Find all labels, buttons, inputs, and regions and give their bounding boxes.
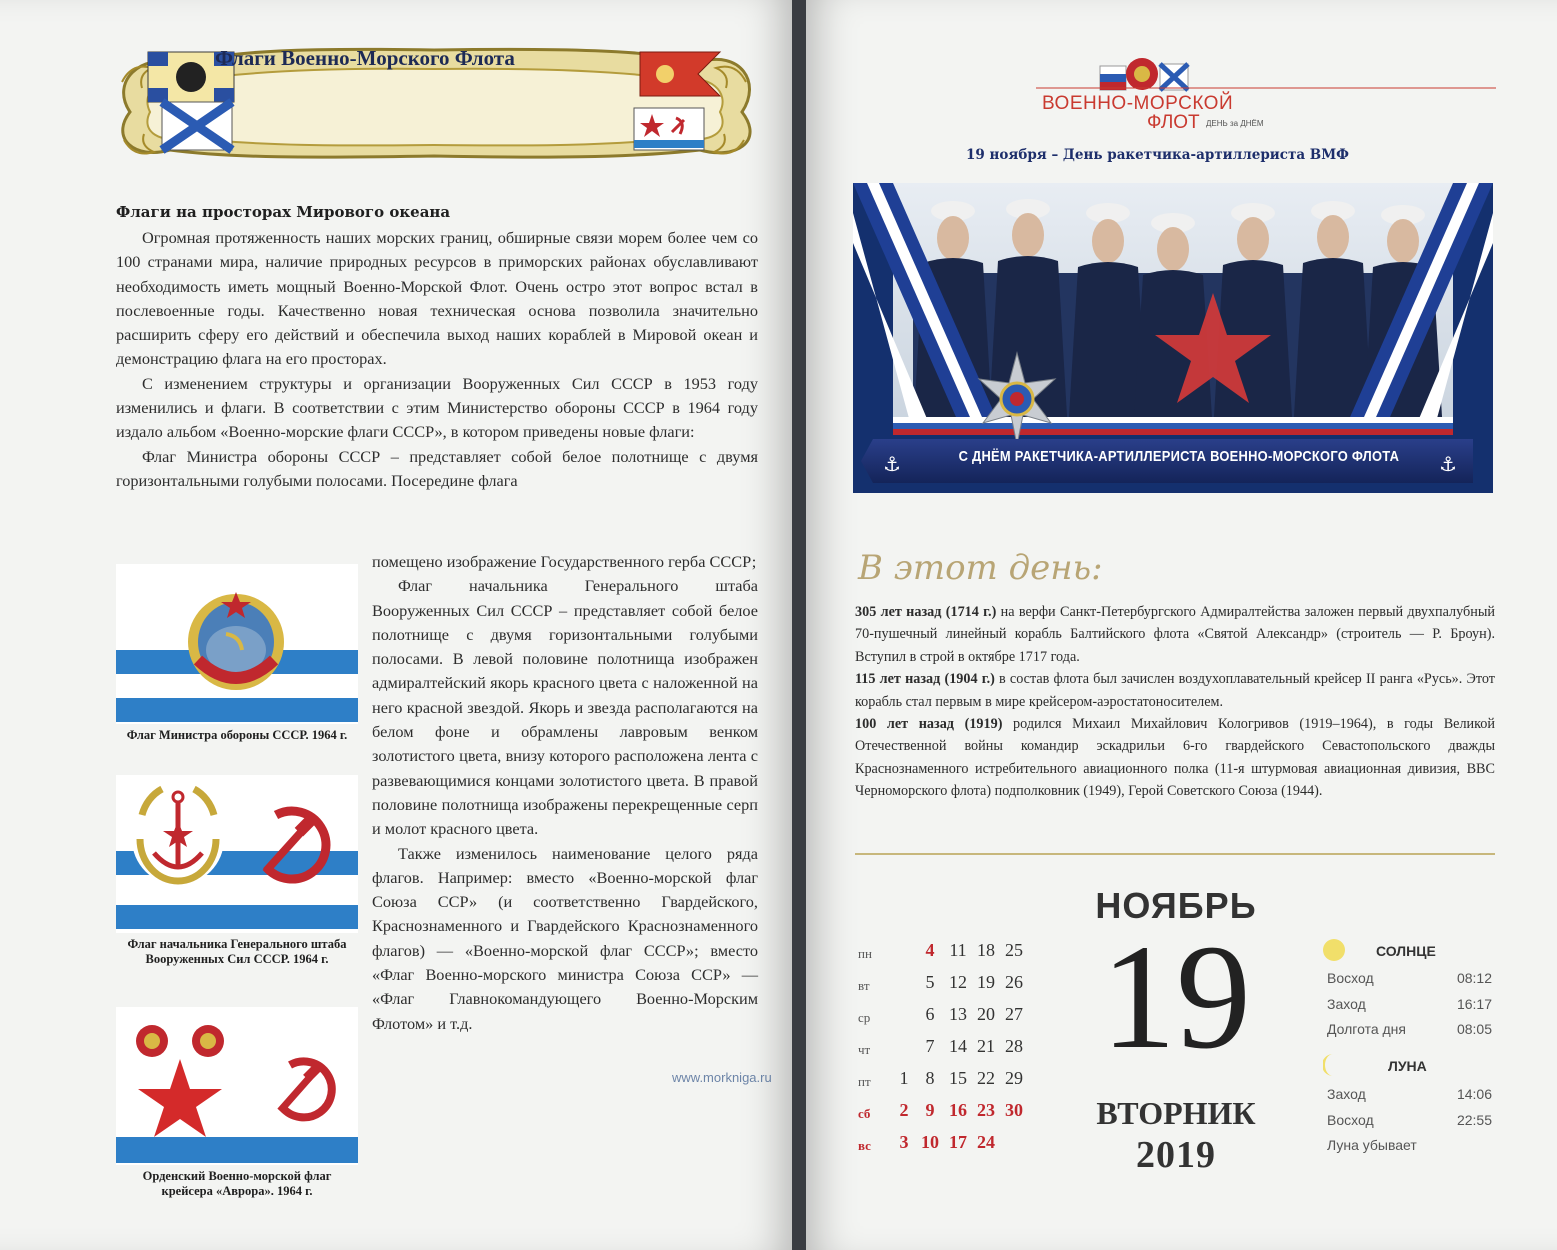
event-item [855, 601, 1495, 668]
flag-caption: Флаг Министра обороны СССР. 1964 г. [126, 728, 348, 742]
paragraph: Флаг Министра обороны СССР – представляет собой белое полотнище с двумя горизонтальными голубыми полосами. Посередине флага [116, 446, 758, 490]
poster-caption: С ДНЁМ РАКЕТЧИКА-АРТИЛЛЕРИСТА ВОЕННО-МОРСКОГО ФЛОТА [958, 448, 1400, 465]
calendar-day: 27 [1005, 1004, 1023, 1024]
flag-caption: Флаг начальника Генерального штаба Вооруженных Сил СССР. 1964 г. [127, 937, 347, 966]
calendar-day: 11 [949, 940, 967, 960]
event-lead: 115 лет назад (1904 г.) [855, 671, 995, 688]
flag-aurora-image [116, 1007, 358, 1165]
weekday-name: ВТОРНИК [1096, 1095, 1256, 1131]
calendar-weekday: чт [858, 1042, 871, 1057]
order-badge-icon [192, 1025, 224, 1057]
calendar-day: 21 [977, 1036, 995, 1056]
logo-title-line2: ФЛОТ [1147, 112, 1200, 133]
paragraph: Также изменилось наименование целого ряда флагов. Например: вместо «Военно-морской флаг Союза ССР» (и соответственно Гвардейского, Краснознаменного и Гвардейского Краснознаменного флагов) — «Военно-морской флаг СССР»; вместо «Флаг Военно-морского министра Союза ССР» — «Флаг Главнокомандующего Военно-Морским Флотом» и т.д. [372, 843, 758, 1033]
flag-chief-of-general-staff [116, 775, 358, 967]
paragraph: помещено изображение Государственного герба СССР; [372, 552, 757, 571]
calendar-day: 26 [1005, 972, 1023, 992]
holiday-poster [853, 183, 1493, 493]
events-list [855, 601, 1495, 803]
calendar-day: 19 [977, 972, 995, 992]
banner-flag-st-andrew [162, 102, 232, 150]
watermark: www.morkniga.ru [672, 1070, 772, 1085]
calendar-day: 8 [925, 1068, 935, 1088]
calendar-day: 30 [1005, 1100, 1023, 1120]
calendar-day: 3 [899, 1132, 909, 1152]
calendar-day: 12 [949, 972, 967, 992]
month-name: НОЯБРЬ [1095, 885, 1257, 926]
calendar-day: 25 [1005, 940, 1023, 960]
calendar-day: 13 [949, 1004, 967, 1024]
divider [855, 853, 1495, 855]
calendar-day: 23 [977, 1100, 995, 1120]
paragraph: Огромная протяженность наших морских границ, обширные связи морем более чем со 100 странами мира, наличие природных ресурсов в приморских районах обуславливают необходимость иметь мощный Военно-Морской Флот. Очень остро этот вопрос встал в послевоенные годы. Качественно новая техническая основа позволила значительно расширить сферу его действий и обеспечила выход наших кораблей в Мировой океан и демонстрацию флага на его просторах. [116, 228, 758, 369]
sun-value: 08:05 [1456, 1021, 1492, 1037]
day-number: 19 [1101, 914, 1251, 1080]
svg-text:⚓: ⚓ [1439, 452, 1457, 476]
calendar-day: 1 [899, 1068, 909, 1088]
calendar-weekday: вс [858, 1138, 871, 1153]
calendar-day: 6 [925, 1004, 935, 1024]
moon-value: 14:06 [1456, 1086, 1492, 1102]
sun-value: 08:12 [1456, 970, 1492, 986]
calendar-day: 18 [977, 940, 995, 960]
calendar-day: 9 [925, 1100, 935, 1120]
paragraph: Флаг начальника Генерального штаба Вооруженных Сил СССР – представляет собой белое полотнище с двумя горизонтальными голубыми полосами. В левой половине полотнища изображен адмиралтейский якорь красного цвета с наложенной на него красной звездой. Якорь и звезда располагаются на белом фоне и обрамлены лавровым венком золотистого цвета, внизу которого расположена лента с развевающимися концами золотистого цвета. В правой половине полотнища изображены перекрещенные серп и молот красного цвета. [372, 576, 758, 839]
sun-icon [1321, 937, 1347, 963]
sun-label: Заход [1327, 996, 1366, 1012]
calendar-day: 15 [949, 1068, 967, 1088]
moon-phase: Луна убывает [1327, 1137, 1417, 1153]
calendar-day: 24 [977, 1132, 995, 1152]
sun-label: Восход [1327, 970, 1374, 986]
sun-label: Долгота дня [1327, 1021, 1406, 1037]
flag-minister-of-defence [116, 564, 358, 743]
event-text: родился Михаил Михайлович Кологривов (1919–1964), в годы Великой Отечественной войны командир эскадрильи 6-го гвардейского Севастопольского дважды Краснознаменного истребительного авиационного полка (11-я штурмовая авиационная дивизия, ВВС Черноморского флота) подполковник (1949), Герой Советского Союза (1944). [855, 716, 1495, 800]
flag-chief-staff-image [116, 775, 358, 933]
moon-label: Заход [1327, 1086, 1366, 1102]
order-badge-icon [136, 1025, 168, 1057]
banner-title: Флаги Военно-Морского Флота [215, 46, 515, 70]
event-item [855, 713, 1495, 803]
moon-icon [1323, 1052, 1345, 1078]
flag-caption: Орденский Военно-морской флаг крейсера «Аврора». 1964 г. [142, 1169, 332, 1198]
calendar-day: 22 [977, 1068, 995, 1088]
logo-title-line1: ВОЕННО-МОРСКОЙ [1042, 93, 1234, 114]
calendar-day: 2 [899, 1100, 909, 1120]
logo-subtitle: ДЕНЬ за ДНЁМ [1206, 119, 1264, 128]
calendar-day: 17 [949, 1132, 967, 1152]
calendar-day: 10 [921, 1132, 939, 1152]
sun-title: СОЛНЦЕ [1376, 943, 1436, 959]
moon-value: 22:55 [1456, 1112, 1492, 1128]
calendar-weekday: пт [858, 1074, 871, 1089]
today-title: В этот день: [858, 548, 1103, 588]
anchor-in-wreath-icon [132, 789, 224, 885]
calendar-day: 20 [977, 1004, 995, 1024]
logo-flags-icon [1100, 58, 1188, 90]
flag-aurora [116, 1007, 358, 1199]
event-lead: 305 лет назад (1714 г.) [855, 604, 997, 620]
body-text-right-column [372, 550, 758, 1036]
event-text: на верфи Санкт-Петербургского Адмиралтейства заложен первый двухпалубный 70-пушечный линейный корабль Балтийского флота «Святой Александр» (строитель — Р. Броун). Вступил в строй в октябре 1717 года. [855, 604, 1495, 665]
event-item [855, 668, 1495, 713]
calendar-day: 16 [949, 1100, 967, 1120]
moon-title: ЛУНА [1388, 1058, 1427, 1074]
calendar-weekday: вт [858, 978, 870, 993]
paragraph: С изменением структуры и организации Вооруженных Сил СССР в 1953 году изменились и флаги. В соответствии с этим Министерство обороны СССР в 1964 году издало альбом «Военно-морские флаги СССР», в котором приведены новые флаги: [116, 373, 758, 442]
calendar-day: 28 [1005, 1036, 1023, 1056]
section-title: Флаги на просторах Мирового океана [116, 203, 451, 221]
svg-text:⚓: ⚓ [883, 452, 901, 476]
calendar-day: 7 [925, 1036, 935, 1056]
flag-minister-image [116, 564, 358, 724]
calendar-weekday: пн [858, 946, 872, 961]
calendar-weekday: ср [858, 1010, 871, 1025]
calendar-day: 5 [925, 972, 935, 992]
calendar-day: 29 [1005, 1068, 1023, 1088]
banner-flag-soviet-ensign [634, 108, 704, 150]
calendar-weekday: сб [858, 1106, 871, 1121]
sun-value: 16:17 [1456, 996, 1492, 1012]
body-text-top [116, 226, 758, 493]
event-lead: 100 лет назад (1919) [855, 716, 1003, 733]
calendar-day: 14 [949, 1036, 967, 1056]
event-text: в состав флота был зачислен воздухоплавательный крейсер II ранга «Русь». Этот корабль стал первым в мире крейсером-аэростатоносителем. [855, 671, 1495, 710]
moon-label: Восход [1327, 1112, 1374, 1128]
day-title: 19 ноября – День ракетчика-артиллериста ВМФ [966, 147, 1349, 163]
year: 2019 [1136, 1134, 1216, 1176]
calendar-day: 4 [925, 940, 935, 960]
